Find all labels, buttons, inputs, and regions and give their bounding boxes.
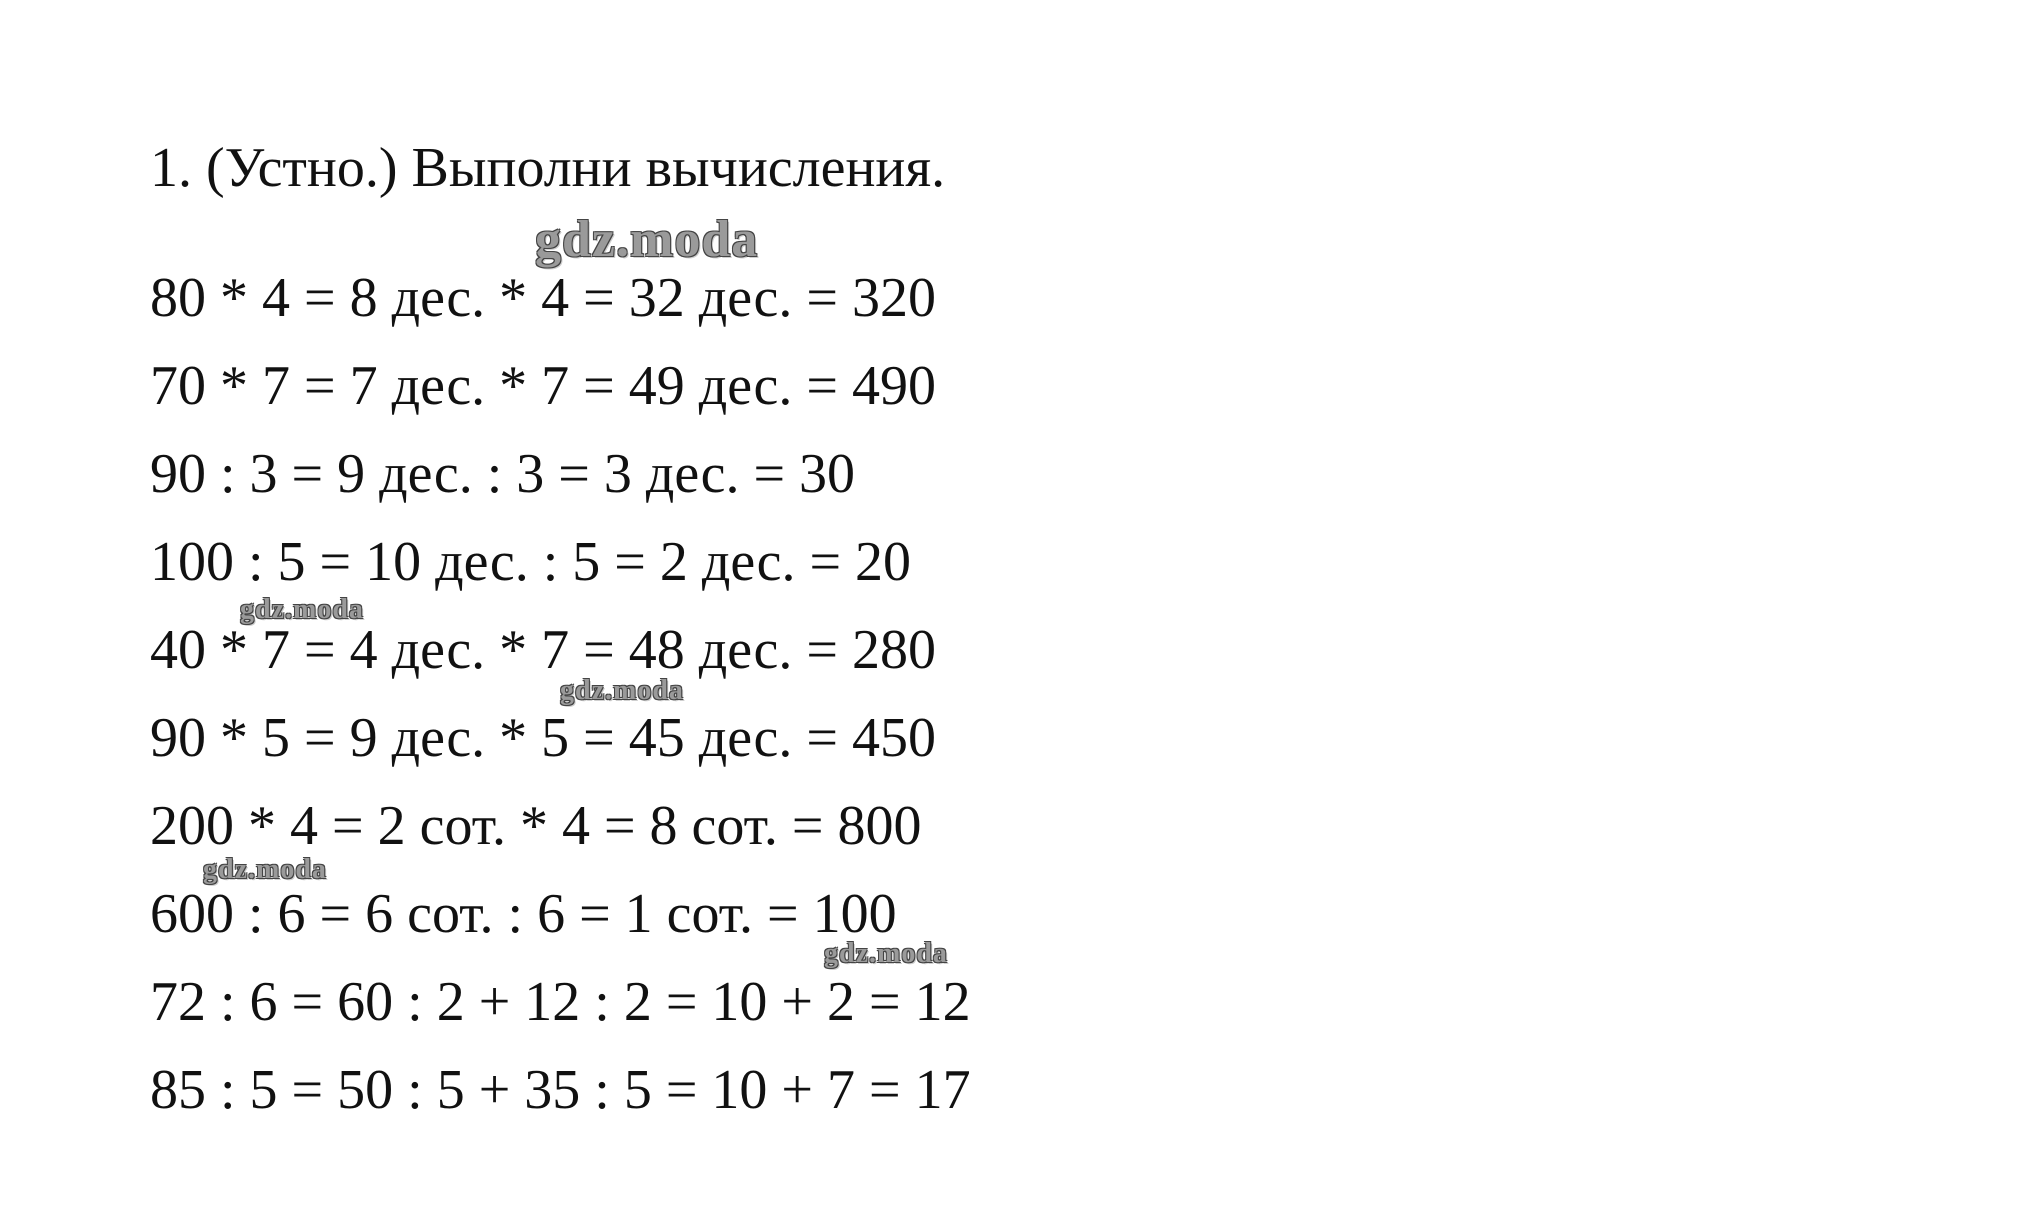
watermark: gdz.moda [560,675,684,706]
equation-line: 200 * 4 = 2 сот. * 4 = 8 сот. = 800 [150,795,922,857]
equation-line: 85 : 5 = 50 : 5 + 35 : 5 = 10 + 7 = 17 [150,1059,971,1121]
watermark: gdz.moda [240,594,364,625]
equation-line: 100 : 5 = 10 дес. : 5 = 2 дес. = 20 [150,531,912,593]
equation-line: 70 * 7 = 7 дес. * 7 = 49 дес. = 490 [150,355,936,417]
equation-line: 90 : 3 = 9 дес. : 3 = 3 дес. = 30 [150,443,856,505]
equation-line: 90 * 5 = 9 дес. * 5 = 45 дес. = 450 [150,707,936,769]
task-title: 1. (Устно.) Выполни вычисления. [150,137,946,199]
equation-line: 80 * 4 = 8 дес. * 4 = 32 дес. = 320 [150,267,936,329]
watermark: gdz.moda [824,938,948,969]
equation-line: 40 * 7 = 4 дес. * 7 = 48 дес. = 280 [150,619,936,681]
watermark: gdz.moda [203,854,327,885]
watermark: gdz.moda [535,211,759,268]
equation-line: 72 : 6 = 60 : 2 + 12 : 2 = 10 + 2 = 12 [150,971,971,1033]
equation-line: 600 : 6 = 6 сот. : 6 = 1 сот. = 100 [150,883,897,945]
